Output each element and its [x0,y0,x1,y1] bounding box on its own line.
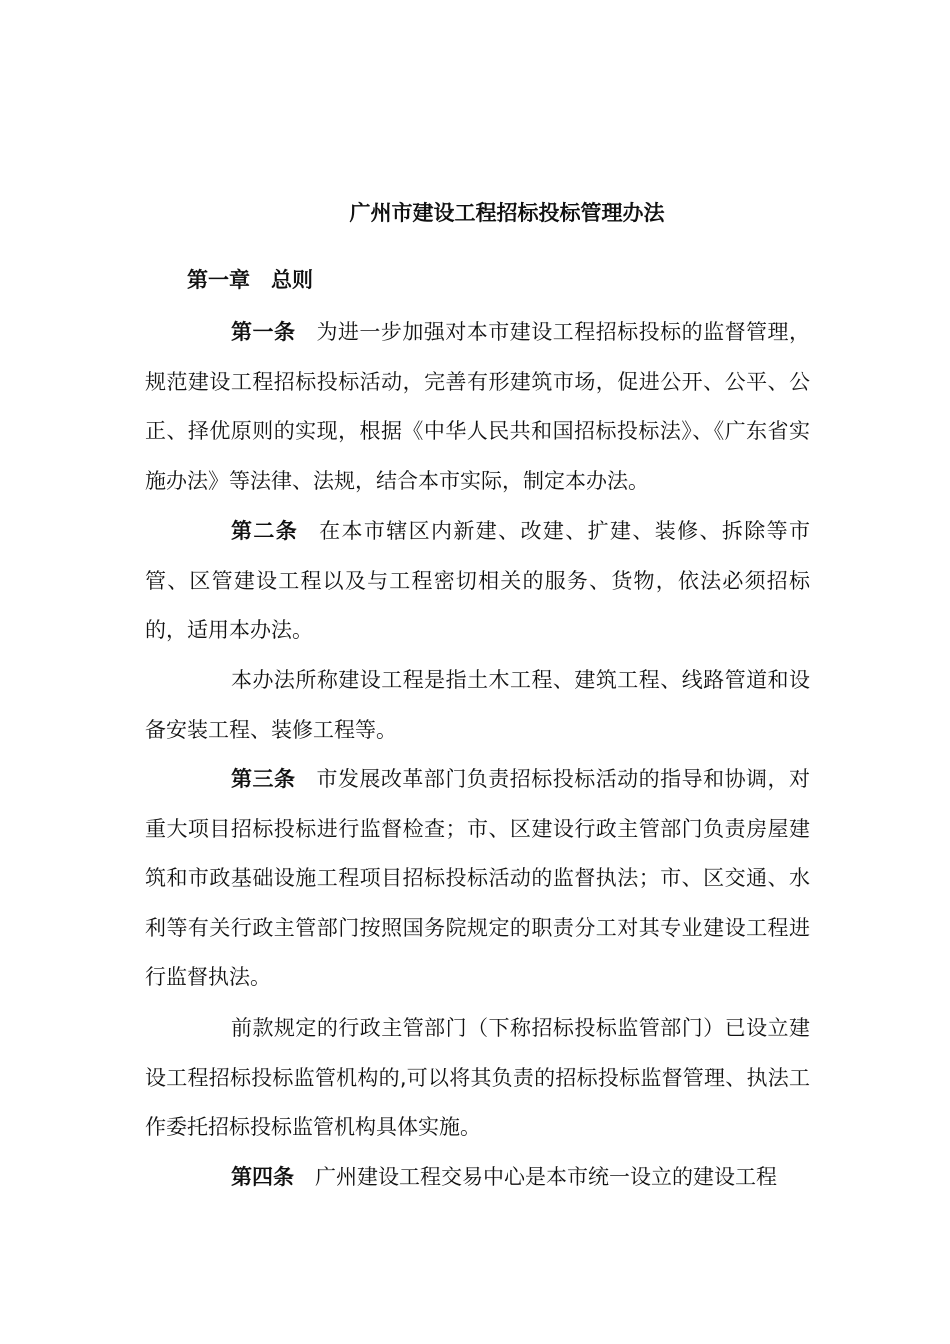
article-paragraph [145,507,810,656]
document-title: 广州市建设工程招标投标管理办法 [349,201,665,225]
article-paragraph [145,308,810,506]
body-paragraph [145,1004,810,1153]
article-text: 为进一步加强对本市建设工程招标投标的监督管理，规范建设工程招标投标活动，完善有形建筑市场，促进公开、公平、公正、择优原则的实现，根据《中华人民共和国招标投标法》、《广东省实施办法》等法律、法规，结合本市实际，制定本办法。 [145,320,811,493]
article-text: 在本市辖区内新建、改建、扩建、装修、拆除等市管、区管建设工程以及与工程密切相关的服务、货物，依法必须招标的，适用本办法。 [145,519,810,642]
article-text: 广州建设工程交易中心是本市统一设立的建设工程 [315,1165,777,1189]
article-number: 第三条 [231,767,296,791]
article-number: 第四条 [231,1165,294,1189]
article-number: 第二条 [231,519,299,543]
body-paragraph [145,656,810,755]
article-paragraph [145,755,810,1003]
article-text: 市发展改革部门负责招标投标活动的指导和协调，对重大项目招标投标进行监督检查；市、区建设行政主管部门负责房屋建筑和市政基础设施工程项目招标投标活动的监督执法；市、区交通、水利等有关行政主管部门按照国务院规定的职责分工对其专业建设工程进行监督执法。 [145,767,811,989]
article-number: 第一条 [231,320,296,344]
chapter-heading: 第一章 总则 [187,268,313,292]
paragraph-text: 本办法所称建设工程是指土木工程、建筑工程、线路管道和设备安装工程、装修工程等。 [145,668,810,742]
paragraph-text: 前款规定的行政主管部门（下称招标投标监管部门）已设立建设工程招标投标监管机构的,可以将其负责的招标投标监督管理、执法工作委托招标投标监管机构具体实施。 [145,1016,810,1139]
article-paragraph [145,1153,810,1203]
